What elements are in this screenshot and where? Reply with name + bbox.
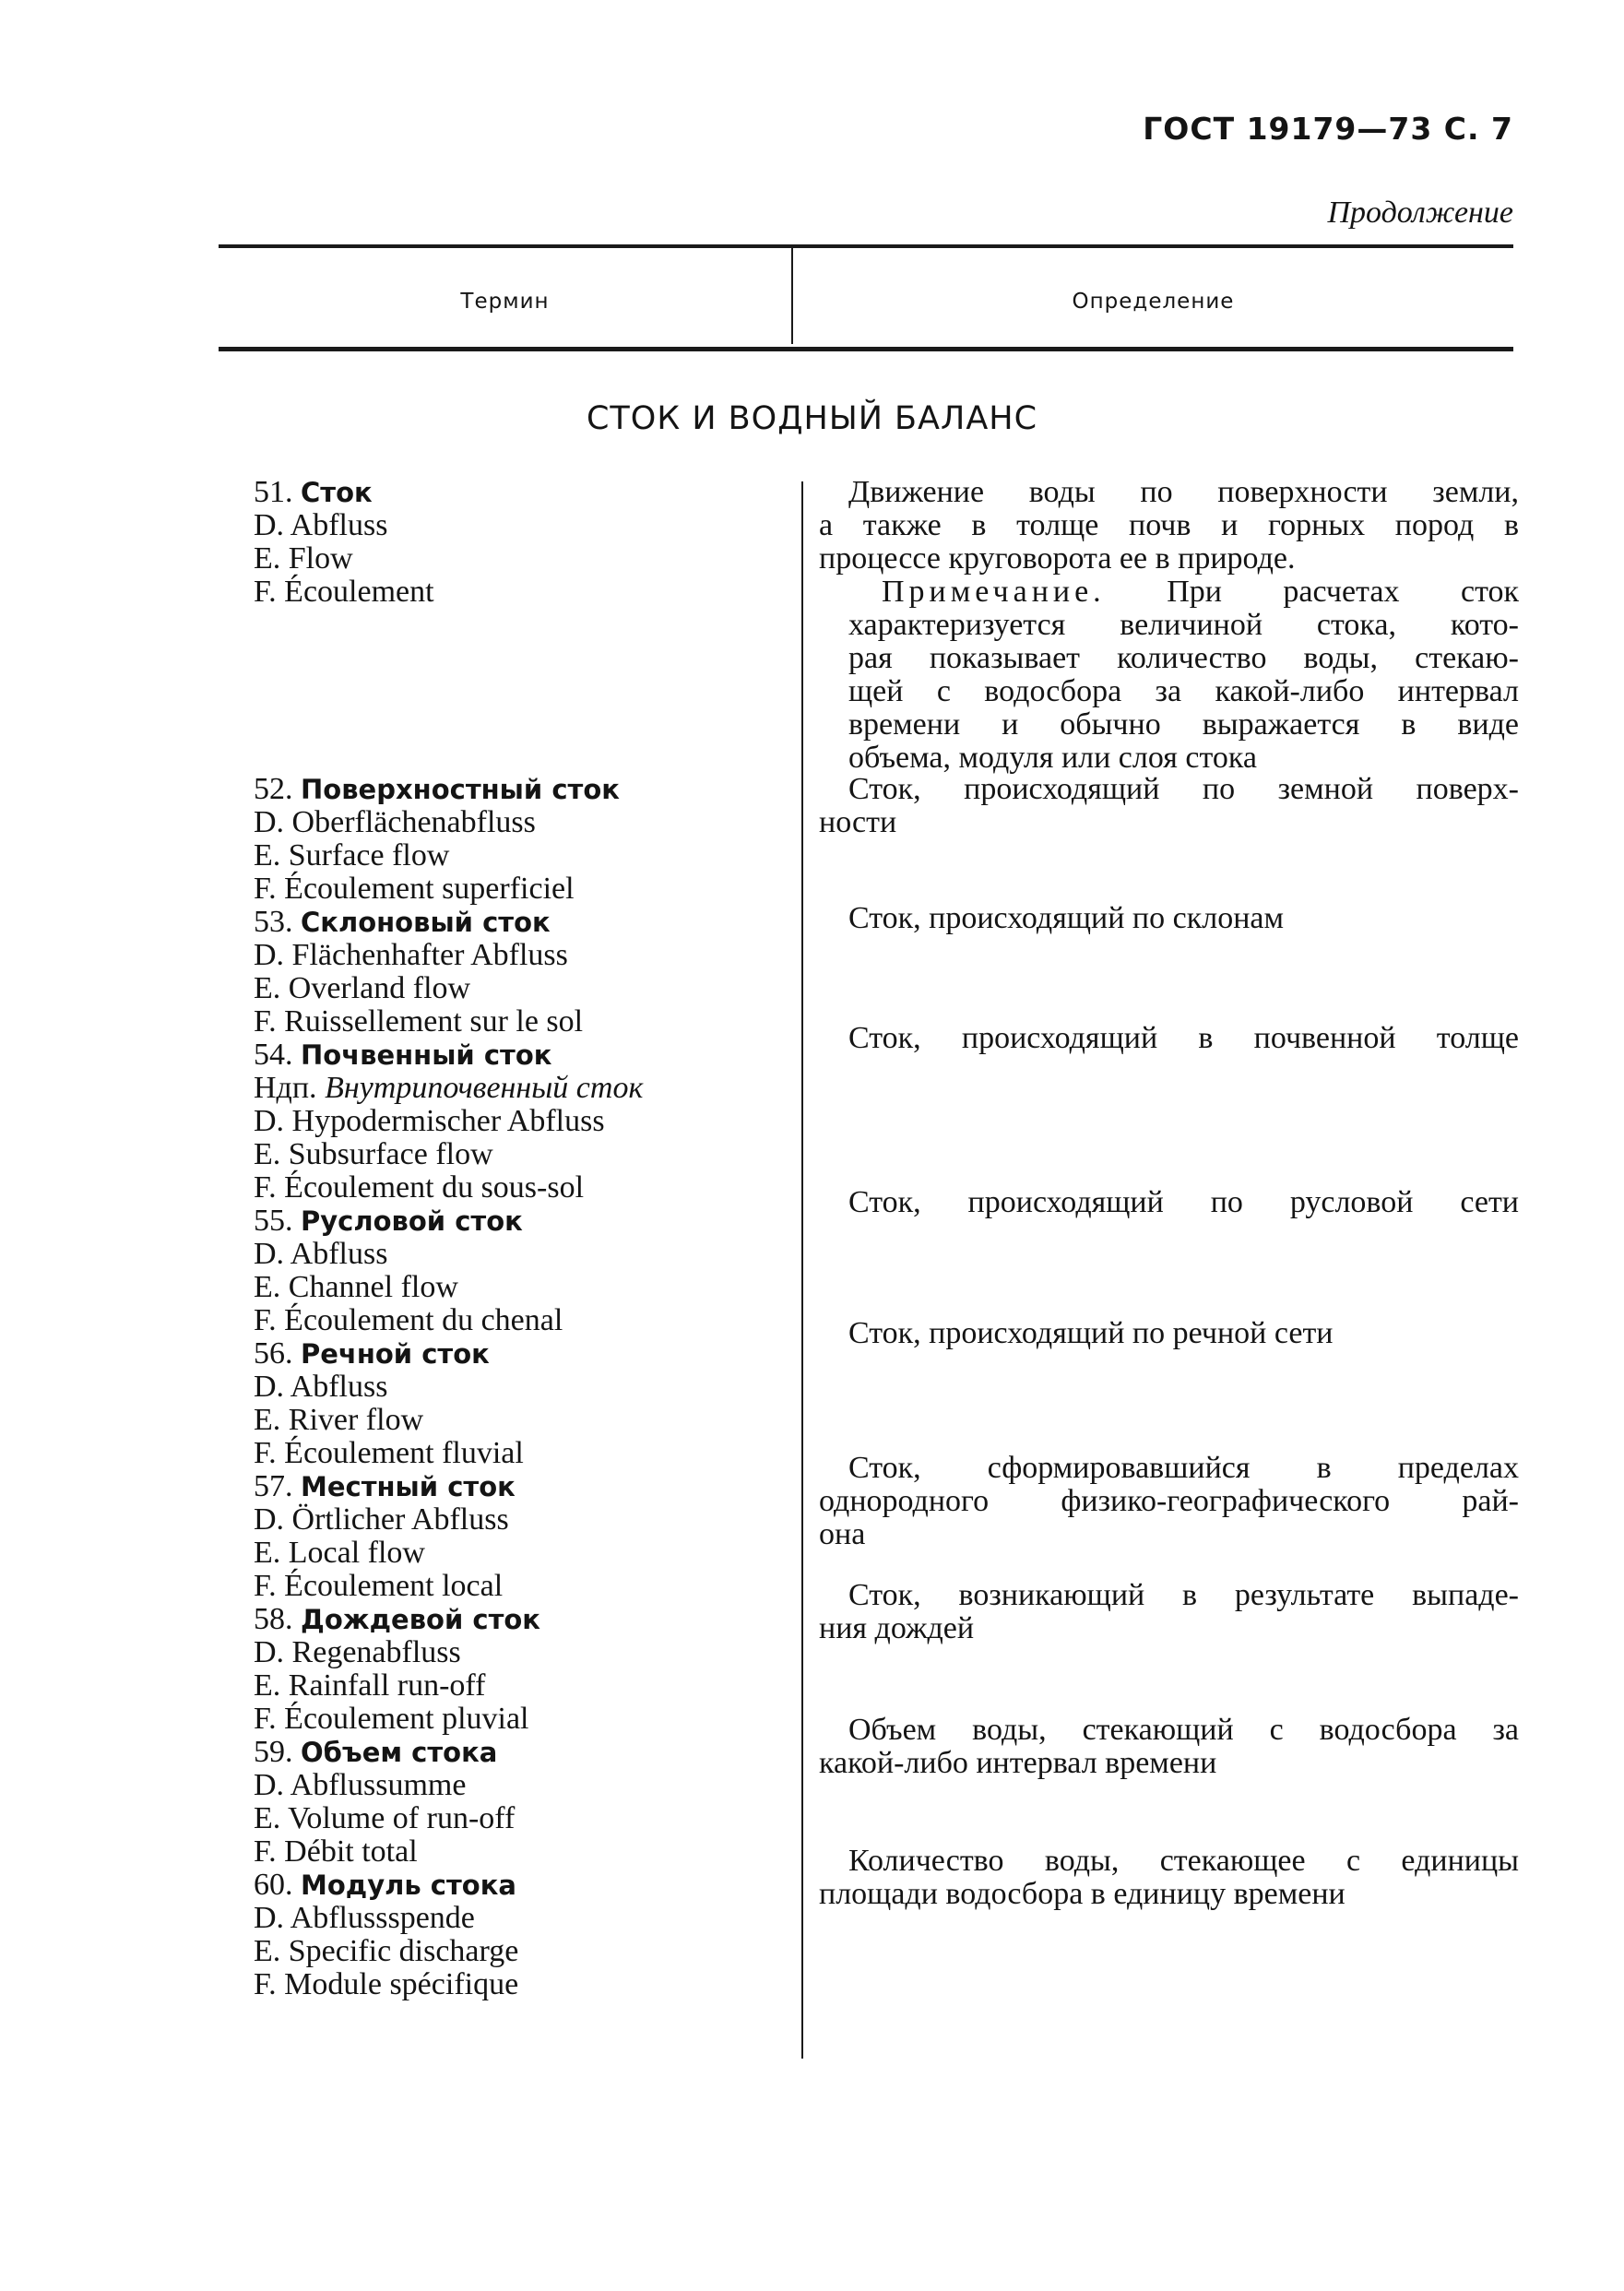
nonpreferred-label: Ндп. xyxy=(254,1071,317,1105)
term-nonpreferred xyxy=(254,1072,643,1105)
definition-note-line: характеризуется величиной стока, кото- xyxy=(848,608,1519,642)
term-translation: F. Module spécifique xyxy=(254,1967,519,2001)
term-heading xyxy=(254,1736,497,1769)
term-translation: D. Abfluss xyxy=(254,1237,388,1271)
term-translation: E. Flow xyxy=(254,541,353,576)
term-translation: E. Local flow xyxy=(254,1536,425,1570)
term-translation: F. Écoulement pluvial xyxy=(254,1702,529,1736)
term-heading xyxy=(254,476,373,509)
term-name: Сток xyxy=(301,477,373,508)
term-translation: F. Écoulement du chenal xyxy=(254,1303,563,1337)
definition-line: Сток, происходящий по русловой сети xyxy=(848,1185,1519,1219)
section-title: СТОК И ВОДНЫЙ БАЛАНС xyxy=(586,400,1038,437)
definition-line: а также в толще почв и горных пород в xyxy=(819,508,1519,542)
term-heading xyxy=(254,773,620,806)
term-translation: E. Overland flow xyxy=(254,971,471,1005)
definition-note-line: времени и обычно выражается в виде xyxy=(848,707,1519,742)
definition-line: однородного физико-географического рай- xyxy=(819,1484,1519,1518)
body-column-divider xyxy=(801,481,803,2059)
term-name: Речной сток xyxy=(301,1338,490,1370)
term-number: 56. xyxy=(254,1336,293,1371)
note-text: При расчетах сток xyxy=(1167,575,1520,609)
term-translation: F. Écoulement fluvial xyxy=(254,1436,524,1470)
term-translation: D. Abflussspende xyxy=(254,1901,475,1935)
term-translation: E. Surface flow xyxy=(254,838,450,872)
term-number: 59. xyxy=(254,1735,293,1769)
term-name: Почвенный сток xyxy=(301,1039,552,1071)
definition-line: Сток, происходящий по земной поверх- xyxy=(848,772,1519,806)
definition-line: Количество воды, стекающее с единицы xyxy=(848,1844,1519,1878)
definition-line: Сток, происходящий в почвенной толще xyxy=(848,1021,1519,1055)
term-name: Объем стока xyxy=(301,1737,498,1768)
term-translation: D. Hypodermischer Abfluss xyxy=(254,1104,605,1138)
term-name: Поверхностный сток xyxy=(301,774,620,805)
document-code: ГОСТ 19179—73 С. 7 xyxy=(1143,111,1513,147)
term-heading xyxy=(254,1205,523,1238)
definition-line: Объем воды, стекающий с водосбора за xyxy=(848,1713,1519,1747)
term-translation: F. Ruissellement sur le sol xyxy=(254,1004,584,1039)
term-name: Склоновый сток xyxy=(301,907,551,938)
term-name: Русловой сток xyxy=(301,1205,523,1237)
term-translation: F. Écoulement du sous-sol xyxy=(254,1170,585,1205)
term-heading xyxy=(254,1869,516,1902)
column-header-term: Термин xyxy=(460,290,550,314)
definition-line: она xyxy=(819,1517,866,1551)
term-number: 58. xyxy=(254,1602,293,1636)
term-translation: D. Regenabfluss xyxy=(254,1635,461,1669)
term-translation: F. Débit total xyxy=(254,1834,418,1869)
term-translation: D. Abfluss xyxy=(254,508,388,542)
term-name: Модуль стока xyxy=(301,1870,516,1901)
term-number: 60. xyxy=(254,1868,293,1902)
term-name: Дождевой сток xyxy=(301,1604,540,1635)
definition-line: Сток, сформировавшийся в пределах xyxy=(848,1451,1519,1485)
term-number: 57. xyxy=(254,1469,293,1503)
definition-note-line xyxy=(882,576,1519,609)
definition-line: ности xyxy=(819,805,897,839)
definition-line: процессе круговорота ее в природе. xyxy=(819,541,1296,576)
term-number: 55. xyxy=(254,1204,293,1238)
definition-line: Движение воды по поверхности земли, xyxy=(848,475,1519,509)
term-heading xyxy=(254,1039,551,1072)
term-translation: E. Channel flow xyxy=(254,1270,458,1304)
definition-line: какой-либо интервал времени xyxy=(819,1746,1217,1780)
term-translation: D. Abflussumme xyxy=(254,1768,467,1802)
column-header-definition: Определение xyxy=(1072,290,1235,314)
definition-note-line: щей с водосбора за какой-либо интервал xyxy=(848,674,1519,708)
continuation-label: Продолжение xyxy=(1327,196,1513,230)
nonpreferred-term: Внутрипочвенный сток xyxy=(325,1071,644,1105)
term-translation: E. Specific discharge xyxy=(254,1934,519,1968)
term-translation: E. River flow xyxy=(254,1403,424,1437)
definition-line: Сток, возникающий в результате выпаде- xyxy=(848,1578,1519,1612)
definition-line: Сток, происходящий по склонам xyxy=(848,901,1284,935)
term-translation: D. Flächenhafter Abfluss xyxy=(254,938,568,972)
table-top-rule xyxy=(219,244,1513,248)
term-number: 51. xyxy=(254,475,293,509)
definition-line: площади водосбора в единицу времени xyxy=(819,1877,1345,1911)
term-translation: D. Örtlicher Abfluss xyxy=(254,1502,509,1537)
term-heading xyxy=(254,1603,540,1636)
definition-note-line: объема, модуля или слоя стока xyxy=(848,741,1257,775)
note-label: Примечание. xyxy=(882,575,1106,609)
term-number: 53. xyxy=(254,905,293,939)
term-translation: F. Écoulement superficiel xyxy=(254,872,575,906)
definition-note-line: рая показывает количество воды, стекаю- xyxy=(848,641,1519,675)
definition-line: Сток, происходящий по речной сети xyxy=(848,1316,1334,1350)
definition-line: ния дождей xyxy=(819,1611,975,1645)
term-heading xyxy=(254,906,551,939)
term-translation: F. Écoulement xyxy=(254,575,434,609)
term-number: 52. xyxy=(254,772,293,806)
term-translation: E. Subsurface flow xyxy=(254,1137,493,1171)
term-translation: D. Oberflächenabfluss xyxy=(254,805,536,839)
table-header-rule xyxy=(219,347,1513,351)
term-number: 54. xyxy=(254,1038,293,1072)
term-heading xyxy=(254,1470,516,1503)
term-translation: F. Écoulement local xyxy=(254,1569,504,1603)
term-heading xyxy=(254,1337,490,1371)
term-name: Местный сток xyxy=(301,1471,516,1502)
term-translation: E. Volume of run-off xyxy=(254,1801,516,1835)
term-translation: D. Abfluss xyxy=(254,1370,388,1404)
term-translation: E. Rainfall run-off xyxy=(254,1668,486,1703)
